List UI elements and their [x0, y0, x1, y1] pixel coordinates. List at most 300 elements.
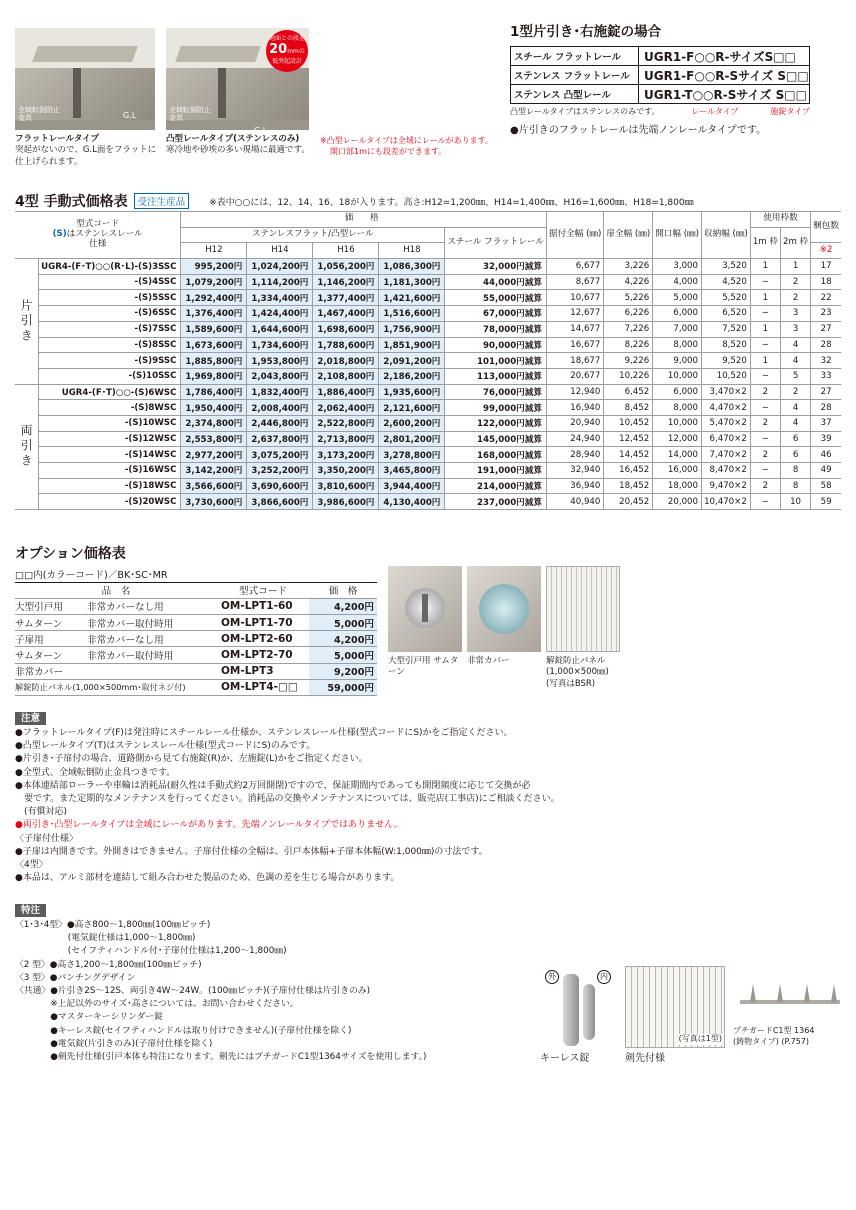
price-h18-cell: 1,851,900円 — [379, 337, 445, 353]
dimension-cell: 5,520 — [702, 290, 751, 306]
dimension-cell: 5,470×2 — [702, 415, 751, 431]
special-line: ※上記以外のサイズ･高さについては、お問い合わせください。 — [15, 999, 299, 1010]
pack-count-cell: 49 — [811, 463, 841, 479]
panel-caption-1: 解錠防止パネル — [546, 656, 606, 666]
price-table-title: 4型 手動式価格表 — [15, 194, 128, 210]
price-h18-cell: 3,465,800円 — [379, 463, 445, 479]
frame-1m-cell: 1 — [750, 353, 780, 369]
price-h14-cell: 1,832,400円 — [247, 384, 313, 400]
special-line: 〈2 型〉●高さ1,200～1,800㎜(100㎜ピッチ) — [15, 959, 202, 970]
option-price: 4,200円 — [309, 631, 377, 647]
price-h14-cell: 1,024,200円 — [247, 259, 313, 275]
option-group: 大型引戸用 — [15, 598, 87, 614]
price-row — [15, 274, 841, 290]
dimension-cell: 4,226 — [604, 274, 653, 290]
tag-label-2: 全域転倒防止金具 — [169, 106, 211, 123]
frame-2m-cell: 6 — [780, 431, 810, 447]
pack-count-cell: 32 — [811, 353, 841, 369]
price-h14-cell: 2,043,800円 — [247, 368, 313, 384]
keyless-lock-photo: 外 内 — [543, 970, 615, 1050]
dimension-cell: 6,000 — [653, 384, 702, 400]
price-h14-cell: 3,075,200円 — [247, 447, 313, 463]
options-table: □□内(カラーコード)／BK･SC･MR 品 名 型式コード 価 格 大型引戸用 非常カバーなし用 OM-LPT1-60 4,200円 サムターン 非常カバー取付時用 OM-LPT1-70 5,000円 子扉用 非常カバーなし用 OM-LPT2-60 4,200円 サムターン 非常カバー取付時用 OM-LPT2-70 5,000円 非常カバー OM-LPT3 9,200円 解錠防止パネル(1,000×500mm･取付ネジ付) OM-LPT4-□□ 59,000円 — [15, 566, 377, 696]
frame-2m-cell: 3 — [780, 321, 810, 337]
frame-2m-cell: 3 — [780, 306, 810, 322]
dimension-cell: 6,000 — [653, 306, 702, 322]
pack-count-cell: 17 — [811, 259, 841, 275]
frame-1m-cell: − — [750, 337, 780, 353]
price-h12-cell: 1,786,400円 — [181, 384, 247, 400]
dimension-cell: 14,452 — [604, 447, 653, 463]
frame-2m-cell: 4 — [780, 353, 810, 369]
dimension-cell: 9,470×2 — [702, 478, 751, 494]
price-h18-cell: 1,935,600円 — [379, 384, 445, 400]
model-code-cell: -(S)18WSC — [39, 478, 181, 494]
price-h16-cell: 3,173,200円 — [313, 447, 379, 463]
option-code: OM-LPT3 — [217, 663, 309, 679]
red-note-2: 開口部1mにも段差ができます。 — [330, 146, 447, 156]
dimension-cell: 18,677 — [546, 353, 603, 369]
note-line: (有償対応) — [15, 807, 68, 818]
anti-unlock-panel-photo — [546, 566, 620, 652]
price-h18-cell: 4,130,400円 — [379, 494, 445, 510]
frame-1m-cell: − — [750, 306, 780, 322]
dimension-cell: 24,940 — [546, 431, 603, 447]
note-line: 要です。また定期的なメンテナンスを行ってください。消耗品の交換やメンテナンスについては、販売店(工事店)にご相談ください。 — [15, 794, 560, 805]
price-h12-cell: 1,885,800円 — [181, 353, 247, 369]
price-h12-cell: 1,079,200円 — [181, 274, 247, 290]
price-h14-cell: 3,252,200円 — [247, 463, 313, 479]
price-h12-cell: 1,589,600円 — [181, 321, 247, 337]
frame-1m-cell: − — [750, 368, 780, 384]
pack-count-cell: 37 — [811, 415, 841, 431]
steel-deduct-cell: 101,000円減算 — [445, 353, 547, 369]
special-badge: 特注 — [15, 904, 46, 917]
options-title: オプション価格表 — [15, 546, 126, 562]
price-h18-cell: 3,944,400円 — [379, 478, 445, 494]
frame-2m-cell: 4 — [780, 337, 810, 353]
note-line: ●本品は、アルミ部材を連結して組み合わせた製品のため、色調の差を生じる場合があります。 — [15, 873, 400, 884]
price-h16-cell: 2,522,800円 — [313, 415, 379, 431]
dimension-cell: 14,000 — [653, 447, 702, 463]
price-h14-cell: 2,446,800円 — [247, 415, 313, 431]
pack-count-cell: 39 — [811, 431, 841, 447]
price-h12-cell: 1,969,800円 — [181, 368, 247, 384]
price-h16-cell: 1,467,400円 — [313, 306, 379, 322]
frame-2m-cell: 6 — [780, 447, 810, 463]
frame-1m-cell: − — [750, 494, 780, 510]
dimension-cell: 28,940 — [546, 447, 603, 463]
frame-2m-cell: 8 — [780, 463, 810, 479]
steel-deduct-cell: 78,000円減算 — [445, 321, 547, 337]
option-price: 59,000円 — [309, 679, 377, 695]
option-group: 非常カバー — [15, 663, 87, 679]
option-group: 子扉用 — [15, 631, 87, 647]
option-name: 非常カバーなし用 — [87, 631, 217, 647]
option-group: サムターン — [15, 647, 87, 663]
raised-rail-photo — [166, 28, 309, 135]
guard-caption-2: (鋳物タイプ) (P.757) — [733, 1036, 810, 1046]
steel-deduct-cell: 113,000円減算 — [445, 368, 547, 384]
option-row — [15, 631, 377, 647]
dimension-cell: 9,520 — [702, 353, 751, 369]
steel-deduct-cell: 44,000円減算 — [445, 274, 547, 290]
price-h14-cell: 1,953,800円 — [247, 353, 313, 369]
dimension-cell: 6,226 — [604, 306, 653, 322]
model-code-cell: UGR4-(F･T)○○-(S)6WSC — [39, 384, 181, 400]
frame-1m-cell: 1 — [750, 321, 780, 337]
dimension-cell: 16,452 — [604, 463, 653, 479]
price-row — [15, 353, 841, 369]
model-row-code: UGR1-T○○R-Sサイズ S□□ — [644, 87, 807, 102]
dimension-cell: 7,000 — [653, 321, 702, 337]
frame-1m-cell: − — [750, 463, 780, 479]
special-line: ●剣先付仕様(引戸本体も特注になります。剣先にはプチガードC1型1364サイズを使用します。) — [15, 1052, 427, 1063]
model-row-label: ステンレス フラットレール — [511, 66, 639, 84]
pack-count-cell: 46 — [811, 447, 841, 463]
notes-list — [15, 727, 655, 885]
price-row — [15, 415, 841, 431]
height-badge: 地面との段差 20mmの 低突起設計 — [266, 30, 308, 72]
note-line: ●子扉は内開きです。外開きはできません。子扉付仕様の全幅は、引戸本体幅+子扉本体幅(W:1,000㎜)の寸法です。 — [15, 846, 488, 857]
price-table: 型式コード (S)はステンレスレール 仕様 価 格 据付全幅 (㎜) 扉全幅 (㎜) 開口幅 (㎜) 収納幅 (㎜) 使用枠数 梱包数 ステンレスフラット/凸型レール スチール フラットレール 1m 枠 2m 枠 H12 H14 H16 H18 ※2 片引き UGR4-(F･T)○○(R･L)-(S)3SSC 995,200円 1,024,200円 1,056,200円 1,086,300円 32,000円減算 6,677 3,226 3,000 3,520 1 1 17 -(S)4SSC 1,079,200円 1,114,200円 1,146,200円 1,181,300円 44,000円減算 8,677 4,226 4,000 4,520 − 2 18 -(S)5SSC 1,292,400円 1,334,400円 1,377,400円 1,421,600円 55,000円減算 10,677 5,226 5,000 5,520 1 2 22 -(S)6SSC 1,376,400円 1,424,400円 1,467,400円 1,516,600円 67,000円減算 12,677 6,226 6,000 6,520 − 3 23 -(S)7SSC 1,589,600円 1,644,600円 1,698,600円 1,756,900円 78,000円減算 14,677 7,226 7,000 7,520 1 3 27 -(S)8SSC 1,673,600円 1,734,600円 1,788,600円 1,851,900円 90,000円減算 16,677 8,226 8,000 8,520 − 4 28 -(S)9SSC 1,885,800円 1,953,800円 2,018,800円 2,091,200円 101,000円減算 18,677 9,226 9,000 9,520 1 4 32 -(S)10SSC 1,969,800円 2,043,800円 2,108,800円 2,186,200円 113,000円減算 20,677 10,226 10,000 10,520 − 5 33 両引き UGR4-(F･T)○○-(S)6WSC 1,786,400円 1,832,400円 1,886,400円 1,935,600円 76,000円減算 12,940 6,452 6,000 3,470×2 2 2 27 -(S)8WSC 1,950,400円 2,008,400円 2,062,400円 2,121,600円 99,000円減算 16,940 8,452 8,000 4,470×2 − 4 28 -(S)10WSC 2,374,800円 2,446,800円 2,522,800円 2,600,200円 122,000円減算 20,940 10,452 10,000 5,470×2 2 4 37 -(S)12WSC 2,553,800円 2,637,800円 2,713,800円 2,801,200円 145,000円減算 24,940 12,452 12,000 6,470×2 − 6 39 -(S)14WSC 2,977,200円 3,075,200円 3,173,200円 3,278,800円 168,000円減算 28,940 14,452 14,000 7,470×2 2 6 46 -(S)16WSC 3,142,200円 3,252,200円 3,350,200円 3,465,800円 191,000円減算 32,940 16,452 16,000 8,470×2 − 8 49 -(S)18WSC 3,566,600円 3,690,600円 3,810,600円 3,944,400円 214,000円減算 36,940 18,452 18,000 9,470×2 2 8 58 -(S)20WSC 3,730,600円 3,866,600円 3,986,600円 4,130,400円 237,000円減算 40,940 20,452 20,000 10,470×2 − 10 59 — [15, 211, 841, 510]
option-code: OM-LPT4-□□ — [217, 679, 309, 695]
price-h16-cell: 1,377,400円 — [313, 290, 379, 306]
model-code-cell: -(S)10WSC — [39, 415, 181, 431]
special-list — [15, 919, 535, 1064]
option-row — [15, 663, 377, 679]
price-h16-cell: 2,018,800円 — [313, 353, 379, 369]
price-row — [15, 384, 841, 400]
special-line: ●キーレス錠(セイフティハンドルは取り付けできません)(子扉付仕様を除く) — [15, 1025, 352, 1036]
pack-count-cell: 28 — [811, 337, 841, 353]
dimension-cell: 12,940 — [546, 384, 603, 400]
dimension-cell: 18,452 — [604, 478, 653, 494]
option-price: 4,200円 — [309, 598, 377, 614]
price-row — [15, 368, 841, 384]
price-h12-cell: 1,292,400円 — [181, 290, 247, 306]
dimension-cell: 4,000 — [653, 274, 702, 290]
price-h16-cell: 1,886,400円 — [313, 384, 379, 400]
price-h18-cell: 1,421,600円 — [379, 290, 445, 306]
dimension-cell: 9,000 — [653, 353, 702, 369]
special-line: ●マスターキーシリンダー錠 — [15, 1012, 163, 1023]
dimension-cell: 10,000 — [653, 368, 702, 384]
thumbturn-caption: 大型引戸用 サムターン — [388, 656, 459, 678]
price-row — [15, 400, 841, 416]
emergency-cover-caption: 非常カバー — [467, 656, 510, 666]
option-group: サムターン — [15, 615, 87, 631]
spike-caption: 剣先付様 — [625, 1053, 665, 1064]
dimension-cell: 12,452 — [604, 431, 653, 447]
dimension-cell: 10,226 — [604, 368, 653, 384]
dimension-cell: 4,520 — [702, 274, 751, 290]
guard-caption-1: プチガードC1型 1364 — [733, 1026, 815, 1035]
frame-1m-cell: 1 — [750, 290, 780, 306]
dimension-cell: 4,470×2 — [702, 400, 751, 416]
dimension-cell: 6,520 — [702, 306, 751, 322]
note-line: ●凸型レールタイプ(T)はステンレスレール仕様(型式コードにS)のみです。 — [15, 741, 316, 752]
dimension-cell: 40,940 — [546, 494, 603, 510]
steel-deduct-cell: 145,000円減算 — [445, 431, 547, 447]
price-h14-cell: 3,866,600円 — [247, 494, 313, 510]
price-h18-cell: 1,516,600円 — [379, 306, 445, 322]
model-code-cell: UGR4-(F･T)○○(R･L)-(S)3SSC — [39, 259, 181, 275]
dimension-cell: 9,226 — [604, 353, 653, 369]
price-h16-cell: 1,698,600円 — [313, 321, 379, 337]
dimension-cell: 18,000 — [653, 478, 702, 494]
flat-rail-caption-body: 突起がないので、G.L面をフラットに仕上げられます。 — [15, 145, 157, 167]
model-footnote: 凸型レールタイプはステンレスのみです。 — [510, 107, 660, 116]
price-row — [15, 431, 841, 447]
dimension-cell: 12,000 — [653, 431, 702, 447]
model-code-row — [510, 65, 810, 85]
color-code-note: □□内(カラーコード)／BK･SC･MR — [15, 569, 168, 581]
model-code-cell: -(S)10SSC — [39, 368, 181, 384]
dimension-cell: 36,940 — [546, 478, 603, 494]
frame-1m-cell: − — [750, 431, 780, 447]
price-h14-cell: 2,008,400円 — [247, 400, 313, 416]
model-code-cell: -(S)12WSC — [39, 431, 181, 447]
tag-label: 全域転倒防止金具 — [18, 106, 60, 123]
price-h12-cell: 1,673,600円 — [181, 337, 247, 353]
price-row — [15, 478, 841, 494]
frame-1m-cell: 2 — [750, 415, 780, 431]
rail-type-label: レールタイプ — [691, 107, 739, 116]
notes-badge: 注意 — [15, 712, 46, 725]
model-code-row — [510, 46, 810, 66]
dimension-cell: 16,940 — [546, 400, 603, 416]
price-h18-cell: 1,756,900円 — [379, 321, 445, 337]
steel-deduct-cell: 67,000円減算 — [445, 306, 547, 322]
price-row — [15, 290, 841, 306]
option-row — [15, 615, 377, 631]
price-h16-cell: 2,108,800円 — [313, 368, 379, 384]
dimension-cell: 3,226 — [604, 259, 653, 275]
keyless-caption: キーレス錠 — [540, 1053, 590, 1064]
steel-deduct-cell: 55,000円減算 — [445, 290, 547, 306]
flat-rail-photo — [15, 28, 155, 130]
dimension-cell: 8,000 — [653, 337, 702, 353]
pack-count-cell: 58 — [811, 478, 841, 494]
price-h16-cell: 2,062,400円 — [313, 400, 379, 416]
option-group: 解錠防止パネル(1,000×500mm･取付ネジ付) — [15, 679, 217, 695]
dimension-cell: 8,470×2 — [702, 463, 751, 479]
frame-1m-cell: − — [750, 274, 780, 290]
price-h16-cell: 3,810,600円 — [313, 478, 379, 494]
price-h12-cell: 1,950,400円 — [181, 400, 247, 416]
frame-1m-cell: 1 — [750, 259, 780, 275]
gl-label-2: G.L — [254, 126, 268, 135]
frame-2m-cell: 10 — [780, 494, 810, 510]
dimension-cell: 20,940 — [546, 415, 603, 431]
price-h16-cell: 1,056,200円 — [313, 259, 379, 275]
frame-2m-cell: 4 — [780, 400, 810, 416]
model-code-cell: -(S)14WSC — [39, 447, 181, 463]
pack-count-cell: 27 — [811, 321, 841, 337]
model-row-label: スチール フラットレール — [511, 47, 639, 65]
model-code-cell: -(S)8WSC — [39, 400, 181, 416]
pack-count-cell: 18 — [811, 274, 841, 290]
model-row-code: UGR1-F○○R-サイズS□□ — [644, 49, 796, 64]
option-price: 5,000円 — [309, 615, 377, 631]
pack-count-cell: 23 — [811, 306, 841, 322]
special-line: 〈共通〉●片引き2S～12S、両引き4W～24W。(100㎜ピッチ)(子扉付仕様は片引きのみ) — [15, 986, 371, 997]
frame-1m-cell: − — [750, 400, 780, 416]
dimension-cell: 6,677 — [546, 259, 603, 275]
frame-2m-cell: 2 — [780, 290, 810, 306]
spike-gate-photo: (写真は1型) — [625, 966, 725, 1048]
panel-caption-3: (写真はBSR) — [546, 678, 596, 689]
model-code-cell: -(S)8SSC — [39, 337, 181, 353]
option-name: 非常カバーなし用 — [87, 598, 217, 614]
note-line: ●片引き･子扉付の場合、道路側から見て右施錠(R)か、左施錠(L)かをご指定ください。 — [15, 754, 368, 765]
dimension-cell: 8,452 — [604, 400, 653, 416]
dimension-cell: 5,000 — [653, 290, 702, 306]
model-code-cell: -(S)5SSC — [39, 290, 181, 306]
special-line: (セイフティハンドル付･子扉付仕様は1,200～1,800㎜) — [15, 946, 287, 957]
flat-rail-caption-title: フラットレールタイプ — [15, 134, 99, 144]
pack-count-cell: 27 — [811, 384, 841, 400]
price-table-note: ※表中○○には、12、14、16、18が入ります。高さ:H12=1,200㎜、H14=1,400㎜、H16=1,600㎜、H18=1,800㎜ — [209, 197, 694, 208]
raised-rail-caption-title: 凸型レールタイプ(ステンレスのみ) — [166, 134, 300, 144]
price-h12-cell: 995,200円 — [181, 259, 247, 275]
price-h18-cell: 2,186,200円 — [379, 368, 445, 384]
price-h14-cell: 1,644,600円 — [247, 321, 313, 337]
group-label: 片引き — [15, 259, 39, 385]
group-label: 両引き — [15, 384, 39, 510]
dimension-cell: 8,226 — [604, 337, 653, 353]
dimension-cell: 32,940 — [546, 463, 603, 479]
dimension-cell: 3,520 — [702, 259, 751, 275]
price-h18-cell: 2,801,200円 — [379, 431, 445, 447]
puchi-guard-photo — [735, 980, 845, 1020]
special-line: ●電気錠(片引きのみ)(子扉付仕様を除く) — [15, 1038, 213, 1049]
dimension-cell: 20,000 — [653, 494, 702, 510]
price-h14-cell: 1,114,200円 — [247, 274, 313, 290]
steel-deduct-cell: 99,000円減算 — [445, 400, 547, 416]
gl-label: G.L — [123, 111, 137, 120]
frame-2m-cell: 4 — [780, 415, 810, 431]
price-row — [15, 321, 841, 337]
price-row — [15, 494, 841, 510]
option-code: OM-LPT1-60 — [217, 598, 309, 614]
price-h16-cell: 1,146,200円 — [313, 274, 379, 290]
dimension-cell: 6,452 — [604, 384, 653, 400]
dimension-cell: 6,470×2 — [702, 431, 751, 447]
dimension-cell: 10,677 — [546, 290, 603, 306]
price-h12-cell: 3,142,200円 — [181, 463, 247, 479]
made-to-order-badge: 受注生産品 — [134, 193, 190, 209]
option-row — [15, 679, 377, 695]
model-code-cell: -(S)20WSC — [39, 494, 181, 510]
steel-deduct-cell: 168,000円減算 — [445, 447, 547, 463]
note-red-line: ●両引き･凸型レールタイプは全域にレールがあります。先端ノンレールタイプではありません。 — [15, 820, 403, 831]
dimension-cell: 20,677 — [546, 368, 603, 384]
steel-deduct-cell: 237,000円減算 — [445, 494, 547, 510]
price-h12-cell: 2,553,800円 — [181, 431, 247, 447]
model-box-title: 1型片引き･右施錠の場合 — [510, 24, 662, 40]
price-row — [15, 337, 841, 353]
price-h18-cell: 1,181,300円 — [379, 274, 445, 290]
price-h18-cell: 1,086,300円 — [379, 259, 445, 275]
option-code: OM-LPT1-70 — [217, 615, 309, 631]
pack-count-cell: 22 — [811, 290, 841, 306]
special-line: 〈3 型〉●パンチングデザイン — [15, 972, 136, 983]
model-code-cell: -(S)16WSC — [39, 463, 181, 479]
price-h14-cell: 2,637,800円 — [247, 431, 313, 447]
steel-deduct-cell: 76,000円減算 — [445, 384, 547, 400]
steel-deduct-cell: 32,000円減算 — [445, 259, 547, 275]
price-h18-cell: 2,600,200円 — [379, 415, 445, 431]
dimension-cell: 10,470×2 — [702, 494, 751, 510]
note-line: 〈4型〉 — [15, 860, 48, 871]
pack-count-cell: 59 — [811, 494, 841, 510]
frame-2m-cell: 5 — [780, 368, 810, 384]
price-h12-cell: 2,977,200円 — [181, 447, 247, 463]
frame-2m-cell: 8 — [780, 478, 810, 494]
model-code-cell: -(S)6SSC — [39, 306, 181, 322]
note-line: ●本体連結部ローラーや車輪は消耗品(耐久性は手動式約2万回開閉)ですので、保証期間内であっても開閉頻度に応じて交換が必 — [15, 780, 531, 791]
price-h16-cell: 3,986,600円 — [313, 494, 379, 510]
emergency-cover-photo — [467, 566, 541, 652]
dimension-cell: 8,677 — [546, 274, 603, 290]
model-code-cell: -(S)7SSC — [39, 321, 181, 337]
red-note-1: ※凸型レールタイプは全域にレールがあります。 — [320, 136, 494, 145]
model-row-label: ステンレス 凸型レール — [511, 85, 639, 103]
frame-2m-cell: 2 — [780, 384, 810, 400]
panel-caption-2: (1,000×500㎜) — [546, 667, 609, 678]
dimension-cell: 7,226 — [604, 321, 653, 337]
price-h16-cell: 3,350,200円 — [313, 463, 379, 479]
price-h14-cell: 1,734,600円 — [247, 337, 313, 353]
price-h12-cell: 3,730,600円 — [181, 494, 247, 510]
dimension-cell: 8,520 — [702, 337, 751, 353]
special-line: 〈1･3･4型〉●高さ800～1,800㎜(100㎜ピッチ) — [15, 920, 211, 930]
note-line: ●全型式、全域転倒防止金具つきです。 — [15, 767, 176, 778]
price-h12-cell: 3,566,600円 — [181, 478, 247, 494]
price-row — [15, 447, 841, 463]
dimension-cell: 5,226 — [604, 290, 653, 306]
thumbturn-photo — [388, 566, 462, 652]
pack-count-cell: 33 — [811, 368, 841, 384]
dimension-cell: 3,000 — [653, 259, 702, 275]
lock-type-label: 施錠タイプ — [770, 107, 810, 116]
price-h16-cell: 2,713,800円 — [313, 431, 379, 447]
dimension-cell: 7,520 — [702, 321, 751, 337]
model-code-cell: -(S)4SSC — [39, 274, 181, 290]
model-row-code: UGR1-F○○R-Sサイズ S□□ — [644, 68, 809, 83]
price-h18-cell: 2,091,200円 — [379, 353, 445, 369]
price-h14-cell: 1,334,400円 — [247, 290, 313, 306]
dimension-cell: 10,520 — [702, 368, 751, 384]
price-row — [15, 306, 841, 322]
frame-1m-cell: 2 — [750, 447, 780, 463]
price-h14-cell: 1,424,400円 — [247, 306, 313, 322]
steel-deduct-cell: 214,000円減算 — [445, 478, 547, 494]
dimension-cell: 14,677 — [546, 321, 603, 337]
price-h16-cell: 1,788,600円 — [313, 337, 379, 353]
price-h12-cell: 2,374,800円 — [181, 415, 247, 431]
price-h18-cell: 3,278,800円 — [379, 447, 445, 463]
dimension-cell: 12,677 — [546, 306, 603, 322]
price-h14-cell: 3,690,600円 — [247, 478, 313, 494]
dimension-cell: 3,470×2 — [702, 384, 751, 400]
model-bullet: ●片引きのフラットレールは先端ノンレールタイプです。 — [510, 125, 767, 136]
dimension-cell: 10,000 — [653, 415, 702, 431]
note-line: 〈子扉付仕様〉 — [15, 833, 79, 844]
model-code-cell: -(S)9SSC — [39, 353, 181, 369]
